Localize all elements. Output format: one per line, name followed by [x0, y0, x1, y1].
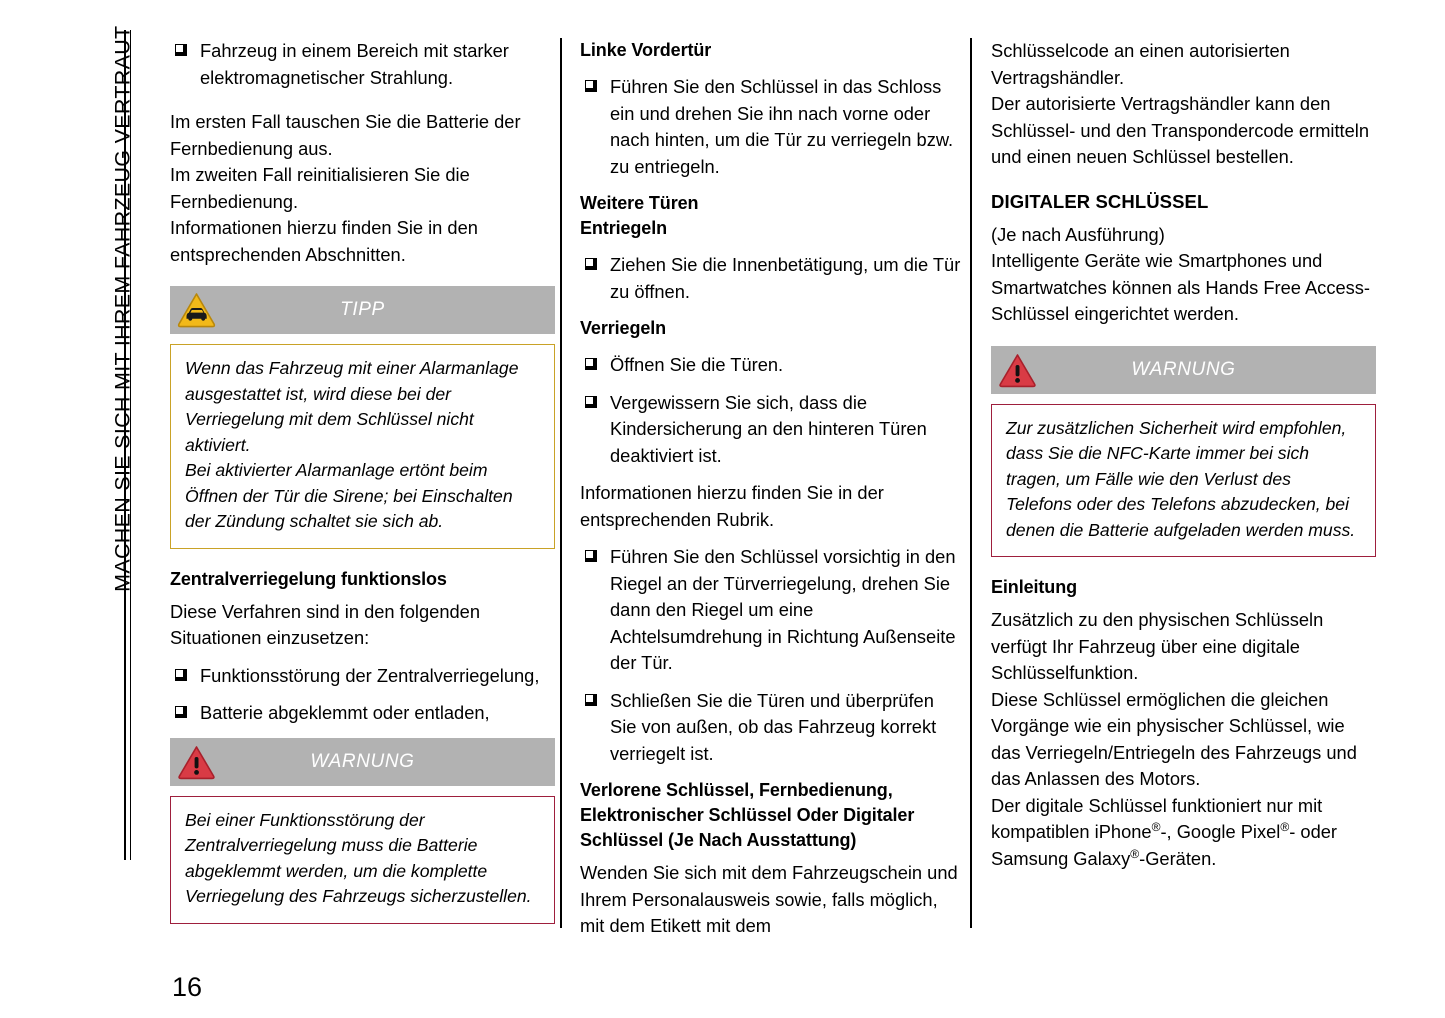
registered-mark: ® — [1130, 846, 1140, 861]
paragraph: Diese Verfahren sind in den folgenden Situationen einzusetzen: — [170, 600, 480, 648]
paragraph: Im ersten Fall tauschen Sie die Batterie der Fernbedienung aus. — [170, 111, 521, 159]
warning-body-text: Zur zusätzlichen Sicherheit wird empfohlen, dass Sie die NFC-Karte immer bei sich tragen, um Fälle wie den Verlust des Telefons oder des Telefons abzudecken, bei denen die Batterie aufgeladen werden muss. — [1006, 417, 1356, 540]
registered-mark: ® — [1280, 819, 1290, 834]
tip-body-text: Wenn das Fahrzeug mit einer Alarmanlage ausgestattet ist, wird diese bei der Verriegelung mit dem Schlüssel nicht aktiviert. — [185, 358, 519, 455]
square-bullet-icon — [175, 44, 187, 56]
tip-banner — [170, 286, 555, 334]
list-item — [170, 38, 555, 91]
section-heading: Verlorene Schlüssel, Fernbedienung, Elektronischer Schlüssel Oder Digitaler Schlüssel (Je Nach Ausstattung) — [580, 780, 915, 850]
section-heading: Zentralverriegelung funktionslos — [170, 568, 447, 589]
square-bullet-icon — [175, 669, 187, 681]
square-bullet-icon — [585, 258, 597, 270]
list-item-text: Ziehen Sie die Innenbetätigung, um die Tür zu öffnen. — [610, 254, 961, 302]
list-item-text: Führen Sie den Schlüssel in das Schloss ein und drehen Sie ihn nach vorne oder nach hinten, um die Tür zu verriegeln bzw. zu entriegeln. — [610, 76, 954, 177]
column-divider-2 — [970, 38, 972, 928]
spacer — [580, 767, 965, 778]
list-item-text: Schließen Sie die Türen und überprüfen Sie von außen, ob das Fahrzeug korrekt verriegelt ist. — [610, 689, 937, 764]
spacer — [580, 853, 965, 860]
list-item — [580, 252, 965, 305]
column-left — [170, 38, 555, 924]
list-item-text: Fahrzeug in einem Bereich mit starker elektromagnetischer Strahlung. — [200, 40, 509, 88]
spacer — [580, 469, 965, 480]
spacer — [580, 180, 965, 191]
spacer — [991, 328, 1376, 346]
section-heading: Verriegeln — [580, 318, 667, 338]
list-item — [580, 352, 965, 379]
warning-banner — [991, 346, 1376, 394]
spacer — [170, 652, 555, 663]
tip-body-text: Bei aktivierter Alarmanlage ertönt beim Öffnen der Tür die Sirene; bei Einschalten der Zündung schaltet sie sich ab. — [185, 460, 513, 531]
chapter-tab-label: MACHEN SIE SICH MIT IHREM FAHRZEUG VERTRAUT — [110, 25, 135, 592]
list-item — [580, 390, 965, 470]
spacer — [580, 677, 965, 688]
spacer — [580, 63, 965, 74]
spacer — [170, 268, 555, 286]
square-bullet-icon — [585, 80, 597, 92]
list-item — [580, 74, 965, 180]
list-item-text: Öffnen Sie die Türen. — [610, 354, 784, 375]
spacer — [580, 533, 965, 544]
section-heading: Einleitung — [991, 577, 1077, 597]
paragraph: Der autorisierte Vertragshändler kann den Schlüssel- und den Transpondercode ermitteln und einen neuen Schlüssel bestellen. — [991, 93, 1370, 167]
section-heading: Weitere Türen — [580, 193, 699, 213]
column-divider-1 — [560, 38, 562, 928]
spacer — [580, 341, 965, 352]
spacer — [580, 241, 965, 252]
para-segment: Der digitale Schlüssel funktioniert nur mit kompatiblen iPhone — [991, 794, 1323, 842]
car-skid-warning-icon — [176, 289, 218, 331]
square-bullet-icon — [175, 706, 187, 718]
column-middle — [580, 38, 965, 940]
warning-banner — [170, 738, 555, 786]
spacer — [991, 171, 1376, 189]
spacer — [580, 305, 965, 316]
list-item-text: Funktionsstörung der Zentralverriegelung, — [200, 664, 540, 686]
para-segment: -, Google Pixel — [1160, 821, 1281, 842]
section-heading: Linke Vordertür — [580, 40, 712, 60]
list-item-text: Batterie abgeklemmt oder entladen, — [200, 702, 490, 723]
spacer — [991, 557, 1376, 575]
spacer — [991, 215, 1376, 222]
paragraph-trademarks — [991, 793, 1376, 873]
warning-body — [991, 404, 1376, 558]
paragraph: Wenden Sie sich mit dem Fahrzeugschein und Ihrem Personalausweis sowie, falls möglich, mit dem Etikett mit dem — [580, 862, 958, 936]
paragraph: (Je nach Ausführung) — [991, 223, 1165, 245]
column-right — [991, 38, 1376, 872]
spacer — [170, 549, 555, 567]
paragraph: Informationen hierzu finden Sie in der entsprechenden Rubrik. — [580, 482, 884, 530]
section-subheading: Entriegeln — [580, 218, 668, 238]
spacer — [170, 91, 555, 109]
paragraph: Intelligente Geräte wie Smartphones und Smartwatches können als Hands Free Access-Schlüssel eingerichtet werden. — [991, 250, 1370, 324]
paragraph: Informationen hierzu finden Sie in den entsprechenden Abschnitten. — [170, 217, 478, 265]
paragraph: Schlüsselcode an einen autorisierten Vertragshändler. — [991, 40, 1290, 88]
list-item-text: Führen Sie den Schlüssel vorsichtig in den Riegel an der Türverriegelung, drehen Sie dann den Riegel um eine Achtelsumdrehung in Richtung Außenseite der Tür. — [610, 546, 956, 673]
spacer — [170, 592, 555, 599]
spacer — [170, 689, 555, 700]
square-bullet-icon — [585, 358, 597, 370]
spacer — [991, 600, 1376, 607]
warning-triangle-icon — [997, 349, 1039, 391]
spacer — [170, 727, 555, 738]
tip-body — [170, 344, 555, 549]
spacer — [580, 379, 965, 390]
warning-banner-label: WARNUNG — [310, 750, 415, 772]
warning-triangle-icon — [176, 741, 218, 783]
list-item — [170, 663, 555, 690]
paragraph: Diese Schlüssel ermöglichen die gleichen Vorgänge wie ein physischer Schlüssel, wie das Verriegeln/Entriegeln des Fahrzeugs und das Anlassen des Motors. — [991, 688, 1357, 789]
page-number: 16 — [172, 972, 203, 1002]
paragraph: Zusätzlich zu den physischen Schlüsseln verfügt Ihr Fahrzeug über eine digitale Schlüsselfunktion. — [991, 609, 1324, 683]
square-bullet-icon — [585, 550, 597, 562]
list-item — [580, 544, 965, 677]
registered-mark: ® — [1151, 819, 1161, 834]
chapter-tab — [76, 25, 135, 860]
square-bullet-icon — [585, 396, 597, 408]
warning-body — [170, 796, 555, 924]
square-bullet-icon — [585, 694, 597, 706]
section-heading: DIGITALER SCHLÜSSEL — [991, 190, 1209, 212]
paragraph: Im zweiten Fall reinitialisieren Sie die Fernbedienung. — [170, 164, 470, 212]
para-segment: - oder Samsung Galaxy — [991, 821, 1338, 869]
list-item — [170, 700, 555, 727]
list-item-text: Vergewissern Sie sich, dass die Kindersicherung an den hinteren Türen deaktiviert ist. — [610, 391, 927, 466]
para-segment: -Geräten. — [1139, 847, 1217, 869]
warning-body-text: Bei einer Funktionsstörung der Zentralverriegelung muss die Batterie abgeklemmt werden, um die komplette Verriegelung des Fahrzeugs sicherzustellen. — [185, 809, 532, 906]
list-item — [580, 688, 965, 768]
warning-banner-label: WARNUNG — [1131, 358, 1236, 380]
tip-banner-label: TIPP — [340, 299, 385, 320]
